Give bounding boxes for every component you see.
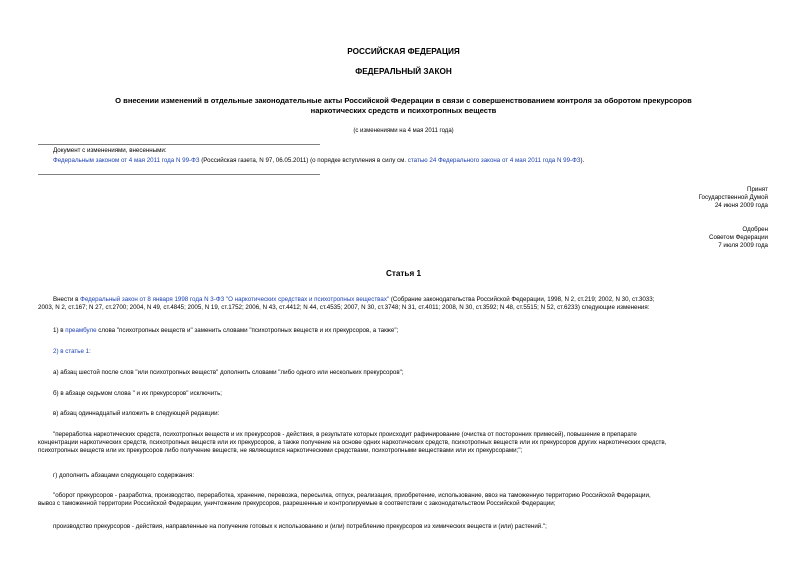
intro-post-text: (Собрание законодательства Российской Федерации, 1998, N 2, ст.219; 2002, N 30, ст.3033; bbox=[389, 296, 655, 303]
article-intro-line-2: 2003, N 2, ст.167; N 27, ст.2700; 2004, N 49, ст.4845; 2005, N 19, ст.1752; 2006, N 43, ст.4412; N 44, ст.4535; 2007, N 30, ст.3748; N 31, ст.4011; 2008, N 30, ст.3592; N 48, ст.5515; N 52, ст.6233) следующие изменения: bbox=[38, 303, 650, 311]
changes-box-text-1: (Российская газета, N 97, 06.05.2011) (о порядке вступления в силу см. bbox=[199, 157, 408, 164]
changes-box-text bbox=[53, 157, 773, 165]
item-2a: а) абзац шестой после слов "или психотропных веществ" дополнить словами "либо одного или нескольких прекурсоров"; bbox=[53, 369, 404, 376]
quote2-line-1: "оборот прекурсоров - разработка, производство, переработка, хранение, перевозка, пересылка, отпуск, реализация, приобретение, использование, ввоз на таможенную территорию Российской Федерации, bbox=[53, 492, 651, 499]
quote1-line-1: "переработка наркотических средств, психотропных веществ и их прекурсоров - действия, в результате которых происходит рафинирование (очистка от посторонних примесей), повышение в препарате bbox=[53, 431, 637, 438]
approved-line-3: 7 июля 2009 года bbox=[718, 241, 768, 249]
amending-law-link[interactable]: Федеральным законом от 4 мая 2011 года N 99-ФЗ bbox=[53, 157, 200, 164]
item-2b: б) в абзаце седьмом слова " и их прекурсоров" исключить; bbox=[53, 390, 223, 397]
item-2-pre: 2) в bbox=[53, 348, 66, 355]
adopted-line-3: 24 июня 2009 года bbox=[714, 201, 768, 209]
quote1-line-2: концентрации наркотических средств, психотропных веществ или их прекурсоров, а также получение на основе одних наркотических средств, психотропных веществ или их прекурсоров других наркотических средств, bbox=[38, 438, 667, 446]
law-title-line-2: наркотических средств и психотропных веществ bbox=[310, 105, 497, 115]
item-2-post: : bbox=[89, 348, 91, 355]
item-2c: в) абзац одиннадцатый изложить в следующей редакции: bbox=[53, 410, 220, 417]
law-type-heading: ФЕДЕРАЛЬНЫЙ ЗАКОН bbox=[355, 67, 452, 76]
approved-line-1: Одобрен bbox=[742, 226, 768, 233]
quote-precursor-production: производство прекурсоров - действия, направленные на получение готовых к использованию и (или) потреблению прекурсоров из химических веществ и (или) растений."; bbox=[53, 523, 547, 530]
country-heading: РОССИЙСКАЯ ФЕДЕРАЦИЯ bbox=[347, 47, 460, 56]
preamble-link[interactable]: преамбуле bbox=[65, 327, 97, 334]
article-1-link[interactable]: статье 1 bbox=[65, 348, 90, 355]
article-intro-line-1 bbox=[38, 296, 769, 304]
intro-pre-text: Внести в bbox=[53, 296, 81, 303]
changes-box-top-divider bbox=[38, 144, 320, 145]
quote1-line-3: психотропных веществ или их прекурсоров либо получение веществ, не являющихся наркотическими средствами, психотропными веществами или их прекурсорами;"; bbox=[38, 446, 523, 454]
quote-processing-definition bbox=[38, 431, 769, 454]
changes-box-label: Документ с изменениями, внесенными: bbox=[53, 147, 167, 154]
item-1-post: слова "психотропных веществ и" заменить словами "психотропных веществ и их прекурсоров, а также"; bbox=[96, 327, 399, 334]
law-title bbox=[30, 96, 777, 116]
adopted-line-1: Принят bbox=[747, 186, 768, 193]
adopted-line-2: Государственной Думой bbox=[698, 193, 768, 201]
approved-line-2: Советом Федерации bbox=[709, 233, 768, 241]
quote2-line-2: вывоз с таможенной территории Российской Федерации, уничтожение прекурсоров, разрешенные и контролируемые в соответствии с законодательством Российской Федерации; bbox=[38, 499, 556, 507]
item-2 bbox=[53, 348, 91, 356]
article-intro bbox=[38, 296, 769, 312]
changes-box-text-2: ). bbox=[580, 157, 585, 164]
approved-block bbox=[568, 226, 768, 249]
item-1-pre: 1) в bbox=[53, 327, 66, 334]
law-3fz-link[interactable]: Федеральный закон от 8 января 1998 года N 3-ФЗ "О наркотических средствах и психотропных веществах" bbox=[80, 296, 390, 303]
item-1 bbox=[53, 327, 398, 335]
article-heading: Статья 1 bbox=[385, 269, 422, 278]
law-title-line-1: О внесении изменений в отдельные законодательные акты Российской Федерации в связи с совершенствованием контроля за оборотом прекурсоров bbox=[115, 96, 692, 105]
changes-note: (с изменениями на 4 мая 2011 года) bbox=[353, 128, 454, 134]
adopted-block bbox=[568, 186, 768, 209]
article-24-link[interactable]: статью 24 Федерального закона от 4 мая 2011 года N 99-ФЗ bbox=[407, 157, 581, 164]
item-2d: г) дополнить абзацами следующего содержания: bbox=[53, 472, 195, 479]
changes-box-bottom-divider bbox=[38, 174, 320, 175]
quote-precursor-circulation bbox=[38, 492, 769, 508]
